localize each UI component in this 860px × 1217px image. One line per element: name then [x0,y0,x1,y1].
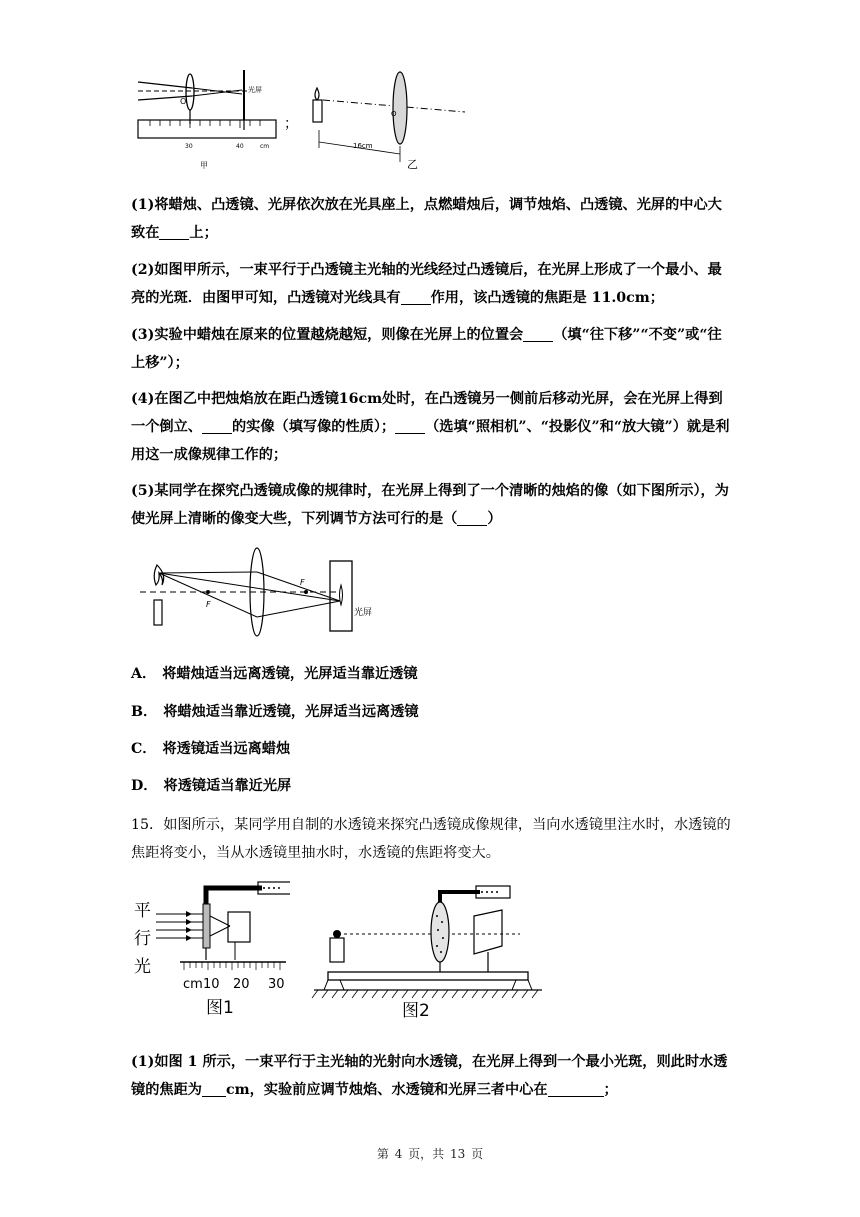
fig2-caption: 图2 [402,1001,430,1020]
fig1-axis-30: 30 [268,977,285,992]
question-2 [131,256,731,312]
blank-1[interactable] [159,224,189,240]
question-1-text: 将蜡烛、凸透镜、光屏依次放在光具座上，点燃蜡烛后，调节烛焰、凸透镜、光屏的中心大致在 [131,197,722,241]
page-footer [0,1145,860,1162]
option-b-letter: B． [131,704,158,720]
figure-2 [310,880,550,1020]
question-3-tail: （填“往下移”“不变”或“往上移”）； [131,327,722,371]
footer-page-number: 4 [394,1147,403,1161]
question-4-text: 在图乙中把烛焰放在距凸透镜16cm处时，在凸透镜另一侧前后移动光屏，会在光屏上得到一个倒立、 [131,391,723,435]
focus-label-1: F [206,600,211,609]
question-15-1-tail: ； [603,1082,618,1098]
question-5 [131,477,731,533]
svg-text:O: O [391,110,397,118]
question-5-text: 某同学在探究凸透镜成像的规律时，在光屏上得到了一个清晰的烛焰的像（如下图所示），为使光屏上清晰的像变大些，下列调节方法可行的是（ [131,483,729,527]
fig1-axis-10: 10 [203,977,220,992]
question-1-tail: 上； [189,225,218,241]
jia-tick-30: 30 [185,143,193,150]
jia-caption: 甲 [200,161,208,170]
blank-15-1b[interactable] [548,1081,604,1097]
figure-yi [305,68,470,178]
ray-diagram [140,545,375,637]
yi-distance: 16cm [353,142,373,150]
blank-5[interactable] [457,510,487,526]
question-4-tail: （选填“照相机”、“投影仪”和“放大镜”）就是利用这一成像规律工作的； [131,419,730,463]
question-2-tail: 作用，该凸透镜的焦距是 11.0cm； [430,290,664,306]
jia-tick-40: 40 [236,143,244,150]
question-15-1 [131,1048,731,1104]
footer-middle: 页，共 [408,1147,445,1161]
blank-3[interactable] [523,326,553,342]
figure-1 [130,880,290,1020]
question-1 [131,191,731,247]
option-d[interactable] [131,775,291,797]
focus-label-2: F [300,578,305,587]
option-a-letter: A． [131,666,157,682]
fig1-axis-20: 20 [233,977,250,992]
option-d-letter: D． [131,778,158,794]
ray-screen-label: 光屏 [354,608,373,618]
option-b[interactable] [131,701,419,723]
option-a[interactable] [131,663,418,685]
question-4 [131,385,731,469]
question-5-num: (5) [131,483,155,499]
option-a-text: 将蜡烛适当远离透镜，光屏适当靠近透镜 [162,666,418,682]
question-3 [131,321,731,377]
option-c-text: 将透镜适当远离蜡烛 [162,741,291,757]
question-15-1-num: (1) [131,1054,155,1070]
fig1-caption: 图1 [206,998,234,1018]
blank-15-1a[interactable] [202,1081,226,1097]
yi-caption: 乙 [407,158,418,171]
jia-screen-label: 光屏 [248,86,262,94]
footer-prefix: 第 [376,1147,389,1161]
svg-text:O: O [180,97,187,106]
fig1-axis-cm: cm [183,977,203,992]
question-15: 15．如图所示，某同学用自制的水透镜来探究凸透镜成像规律，当向水透镜里注水时，水透镜的焦距将变小，当从水透镜里抽水时，水透镜的焦距将变大。 [131,817,731,861]
blank-2[interactable] [401,289,431,305]
option-c-letter: C． [131,741,157,757]
footer-suffix: 页 [471,1147,484,1161]
question-2-text: 如图甲所示，一束平行于凸透镜主光轴的光线经过凸透镜后，在光屏上形成了一个最小、最亮的光斑．由图甲可知，凸透镜对光线具有 [131,262,722,306]
footer-total-pages: 13 [450,1147,466,1161]
question-1-num: (1) [131,197,155,213]
question-15-1-mid: cm，实验前应调节烛焰、水透镜和光屏三者中心在 [225,1082,548,1098]
blank-4b[interactable] [395,418,425,434]
fig1-text-2: 行 [134,929,151,949]
question-3-num: (3) [131,327,155,343]
question-5-tail: ） [487,511,502,527]
fig1-text-3: 光 [134,957,151,977]
question-4-num: (4) [131,391,155,407]
jia-tick-cm: cm [260,143,270,150]
option-d-text: 将透镜适当靠近光屏 [163,778,292,794]
question-2-num: (2) [131,262,155,278]
blank-4a[interactable] [202,418,232,434]
question-3-text: 实验中蜡烛在原来的位置越烧越短，则像在光屏上的位置会 [154,327,524,343]
question-4-mid: 的实像（填写像的性质）； [231,419,396,435]
option-c[interactable] [131,738,290,760]
question-15-1-text: 如图 1 所示，一束平行于主光轴的光射向水透镜，在光屏上得到一个最小光斑，则此时水透镜的焦距为 [131,1054,728,1098]
figure-separator: ； [284,116,298,132]
option-b-text: 将蜡烛适当靠近透镜，光屏适当远离透镜 [163,704,419,720]
fig1-text-1: 平 [134,901,151,921]
figure-jia [130,62,280,174]
